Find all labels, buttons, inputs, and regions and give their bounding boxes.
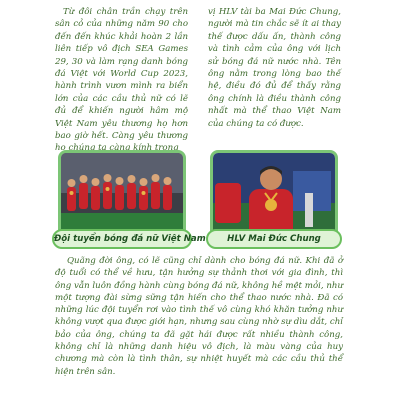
- body-paragraph: Quãng đời ông, có lẽ cũng chỉ dành cho bóng đá nữ. Khi đã ở độ tuổi có thể về hưu, tận hưởng sự thảnh thơi với gia đình, thì ông vẫn luôn đồng hành cùng bóng đá nữ, không hề mệt mỏi, như một tượng đài sừng sững tận hiến cho thể thao nước nhà. Đã có những lúc đội tuyển rơi vào tình thế vô cùng khó khăn tưởng như không vượt qua được giới hạn, nhưng sau cùng nhờ sự dìu dắt, chỉ bảo của ông, chúng ta đã gặt hái được rất nhiều thành công, không chỉ là những danh hiệu vô địch, là màu vàng của huy chương mà còn là tình thân, sự nhiệt huyết mà các cầu thủ thể hiện trên sân.: [55, 256, 343, 377]
- top-right-paragraph: vị HLV tài ba Mai Đức Chung, người mà tin chắc sẽ ít ai thay thế được dấu ấn, thành công và tình cảm của ông với lịch sử bóng đá nữ nước nhà. Tên ông nằm trong lòng bao thế hệ, điều đó đủ để thấy rằng ông chính là điều thành công nhất mà thể thao Việt Nam của chúng ta có được.: [208, 7, 341, 129]
- top-left-paragraph: Từ đôi chân trần chạy trên sân cỏ của những năm 90 cho đến đến khúc khải hoàn 2 lần liên tiếp vô địch SEA Games 29, 30 và làm rạng danh bóng đá Việt với World Cup 2023, hành trình vươn mình ra biển lớn của các cầu thủ nữ có lẽ đủ để khiến người hâm mộ Việt Nam yêu thương họ hơn bao giờ hết. Càng yêu thương họ chúng ta càng kính trọng: [55, 7, 188, 154]
- coach-photo-caption: HLV Mai Đức Chung: [206, 229, 342, 249]
- team-photo-caption: Đội tuyển bóng đá nữ Việt Nam: [52, 229, 192, 249]
